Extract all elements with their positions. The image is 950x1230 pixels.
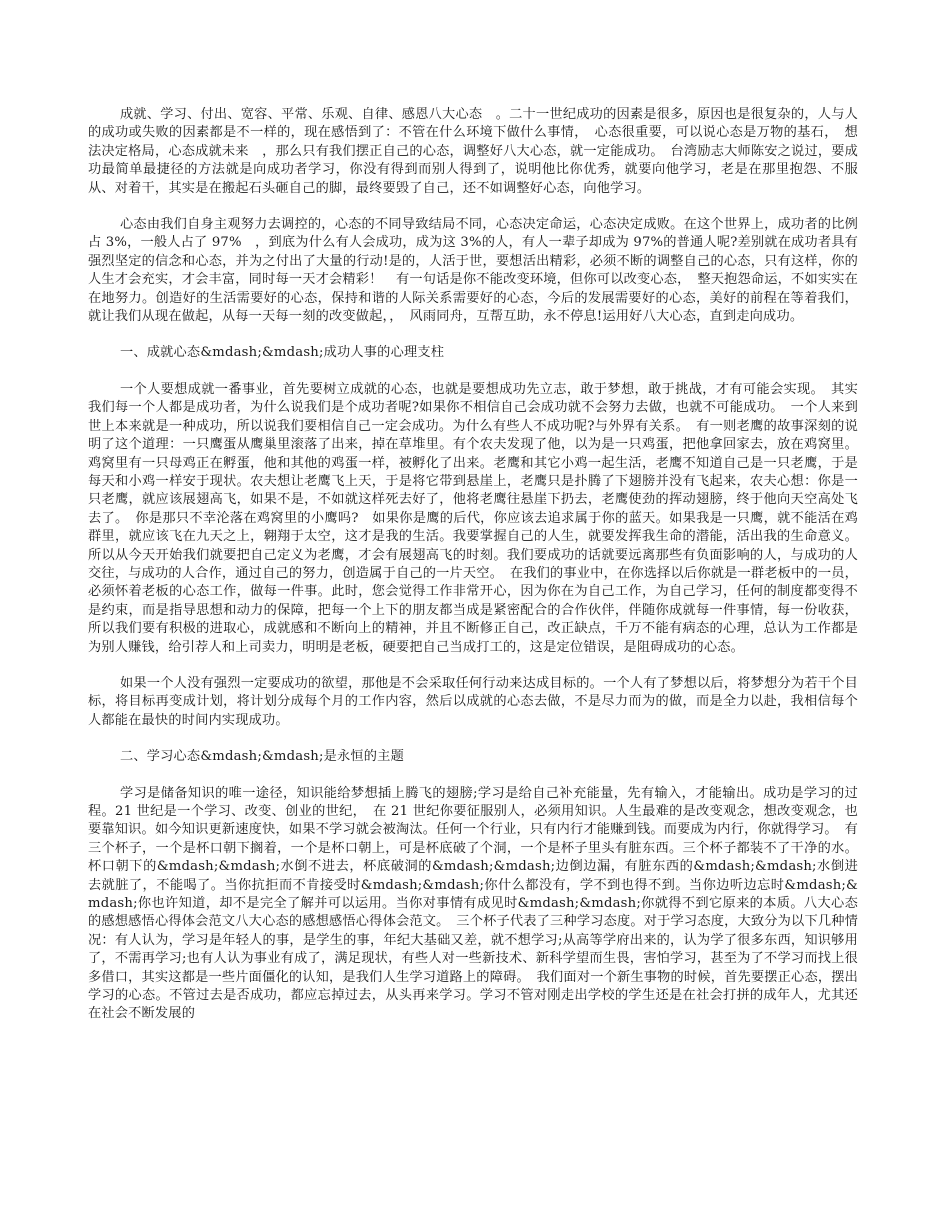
paragraph-mindset: 心态由我们自身主观努力去调控的，心态的不同导致结局不同，心态决定命运，心态决定成败。在这个世界上，成功者的比例占 3%，一般人占了 97% ，到底为什么有人会成功，成为这 3%的人，有人一辈子却成为 97%的普通人呢?差别就在成功者具有强烈坚定的信念和心态，并为之付出了大量的行动!是的，人活于世，要想活出精彩，必须不断的调整自己的心态，只有这样，你的人生才会充实，才会丰富，同时每一天才会精彩！ 有一句话是你不能改变环境，但你可以改变心态， 整天抱怨命运，不如实实在在地努力。创造好的生活需要好的心态，保持和谐的人际关系需要好的心态，今后的发展需要好的心态，美好的前程在等着我们，就让我们从现在做起，从每一天每一刻的改变做起，， 风雨同舟，互帮互助，永不停息!运用好八大心态，直到走向成功。: [88, 217, 858, 325]
document-page: [88, 106, 858, 1042]
section-heading-learning: 二、学习心态&mdash;&mdash;是永恒的主题: [120, 749, 404, 765]
paragraph-intro: 成就、学习、付出、宽容、平常、乐观、自律、感恩八大心态 。二十一世纪成功的因素是很多，原因也是很复杂的，人与人的成功或失败的因素都是不一样的，现在感悟到了：不管在什么环境下做什么事情， 心态很重要，可以说心态是万物的基石， 想法决定格局，心态成就未来 ，那么只有我们摆正自己的心态，调整好八大心态，就一定能成功。 台湾励志大师陈安之说过，要成功最简单最捷径的方法就是向成功者学习，你没有得到而别人得到了，说明他比你优秀，就要向他学习，老是在那里抱怨、不服从、对着干，其实是在搬起石头砸自己的脚，最终要毁了自己，还不如调整好心态，向他学习。: [88, 107, 858, 196]
paragraph-achievement-eagle: 一个人要想成就一番事业，首先要树立成就的心态，也就是要想成功先立志，敢于梦想，敢于挑战，才有可能会实现。 其实我们每一个人都是成功者，为什么说我们是个成功者呢?如果你不相信自己会成功就不会努力去做，也就不可能成功。 一个人来到世上本来就是一种成功，所以说我们要相信自己一定会成功。为什么有些人不成功呢?与外界有关系。 有一则老鹰的故事深刻的说明了这个道理：一只鹰蛋从鹰巢里滚落了出来，掉在草堆里。有个农夫发现了他，以为是一只鸡蛋，把他拿回家去，放在鸡窝里。鸡窝里有一只母鸡正在孵蛋，他和其他的鸡蛋一样，被孵化了出来。老鹰和其它小鸡一起生活，老鹰不知道自己是一只老鹰，于是每天和小鸡一样安于现状。农夫想让老鹰飞上天，于是将它带到悬崖上，老鹰只是扑腾了下翅膀并没有飞起来，农夫心想：你是一只老鹰，就应该展翅高飞，如果不是，不如就这样死去好了，他将老鹰往悬崖下扔去，老鹰使劲的挥动翅膀，终于他向天空高处飞去了。 你是那只不幸沦落在鸡窝里的小鹰吗? 如果你是鹰的后代，你应该去追求属于你的蓝天。如果我是一只鹰，就不能活在鸡群里，就应该飞在九天之上，翱翔于太空，这才是我的生活。我要掌握自己的人生，就要发挥我生命的潜能，活出我的生命意义。所以从今天开始我们就要把自己定义为老鹰，才会有展翅高飞的时刻。我们要成功的话就要远离那些有负面影响的人，与成功的人交往，与成功的人合作，通过自己的努力，创造属于自己的一片天空。 在我们的事业中，在你选择以后你就是一群老板中的一员，必须怀着老板的心态工作，做每一件事。此时，您会觉得工作非常开心，因为你在为自己工作，为自己学习，任何的制度都变得不是约束，而是指导思想和动力的保障，把每一个上下的朋友都当成是紧密配合的合作伙伴，伴随你成就每一件事情，每一份收获，所以我们要有积极的进取心，成就感和不断向上的精神，并且不断修正自己，改正缺点，千万不能有病态的心理，总认为工作都是为别人赚钱，给引荐人和上司卖力，明明是老板，硬要把自己当成打工的，这是定位错误，是阻碍成功的心态。: [88, 381, 858, 655]
paragraph-learning: 学习是储备知识的唯一途径，知识能给梦想插上腾飞的翅膀;学习是给自己补充能量，先有输入，才能输出。成功是学习的过程。21 世纪是一个学习、改变、创业的世纪， 在 21 世纪你要征服别人，必须用知识。人生最难的是改变观念，想改变观念，也要靠知识。如今知识更新速度快，如果不学习就会被淘汰。任何一个行业，只有内行才能赚到钱。而要成为内行，你就得学习。 有三个杯子，一个是杯口朝下搁着，一个是杯口朝上，可是杯底破了个洞，一个是杯子里头有脏东西。三个杯子都装不了干净的水。杯口朝下的&mdash;&mdash;水倒不进去，杯底破洞的&mdash;&mdash;边倒边漏，有脏东西的&mdash;&mdash;水倒进去就脏了，不能喝了。当你抗拒而不肯接受时&mdash;&mdash;你什么都没有，学不到也得不到。当你边听边忘时&mdash;&mdash;你也许知道，却不是完全了解并可以运用。当你对事情有成见时&mdash;&mdash;你就得不到它原来的本质。八大心态的感想感悟心得体会范文八大心态的感想感悟心得体会范文。 三个杯子代表了三种学习态度。对于学习态度，大致分为以下几种情况：有人认为，学习是年轻人的事，是学生的事，年纪大基础又差，就不想学习;从高等学府出来的，认为学了很多东西，知识够用了，不需再学习;也有人认为事业有成了，满足现状，有些人对一些新技术、新科学望而生畏，害怕学习，甚至为了不学习而找上很多借口，其实这都是一些片面僵化的认知，是我们人生学习道路上的障碍。 我们面对一个新生事物的时候，首先要摆正心态，摆出学习的心态。不管过去是否成功，都应忘掉过去，从头再来学习。学习不管对刚走出学校的学生还是在社会打拼的成年人，尤其还在社会不断发展的: [88, 785, 858, 1022]
section-heading-achievement: 一、成就心态&mdash;&mdash;成功人事的心理支柱: [120, 345, 445, 361]
paragraph-achievement-desire: 如果一个人没有强烈一定要成功的欲望，那他是不会采取任何行动来达成目标的。一个人有了梦想以后，将梦想分为若干个目标，将目标再变成计划，将计划分成每个月的工作内容，然后以成就的心态去做，不是尽力而为的做，而是全力以赴，我相信每个人都能在最快的时间内实现成功。: [88, 675, 858, 728]
